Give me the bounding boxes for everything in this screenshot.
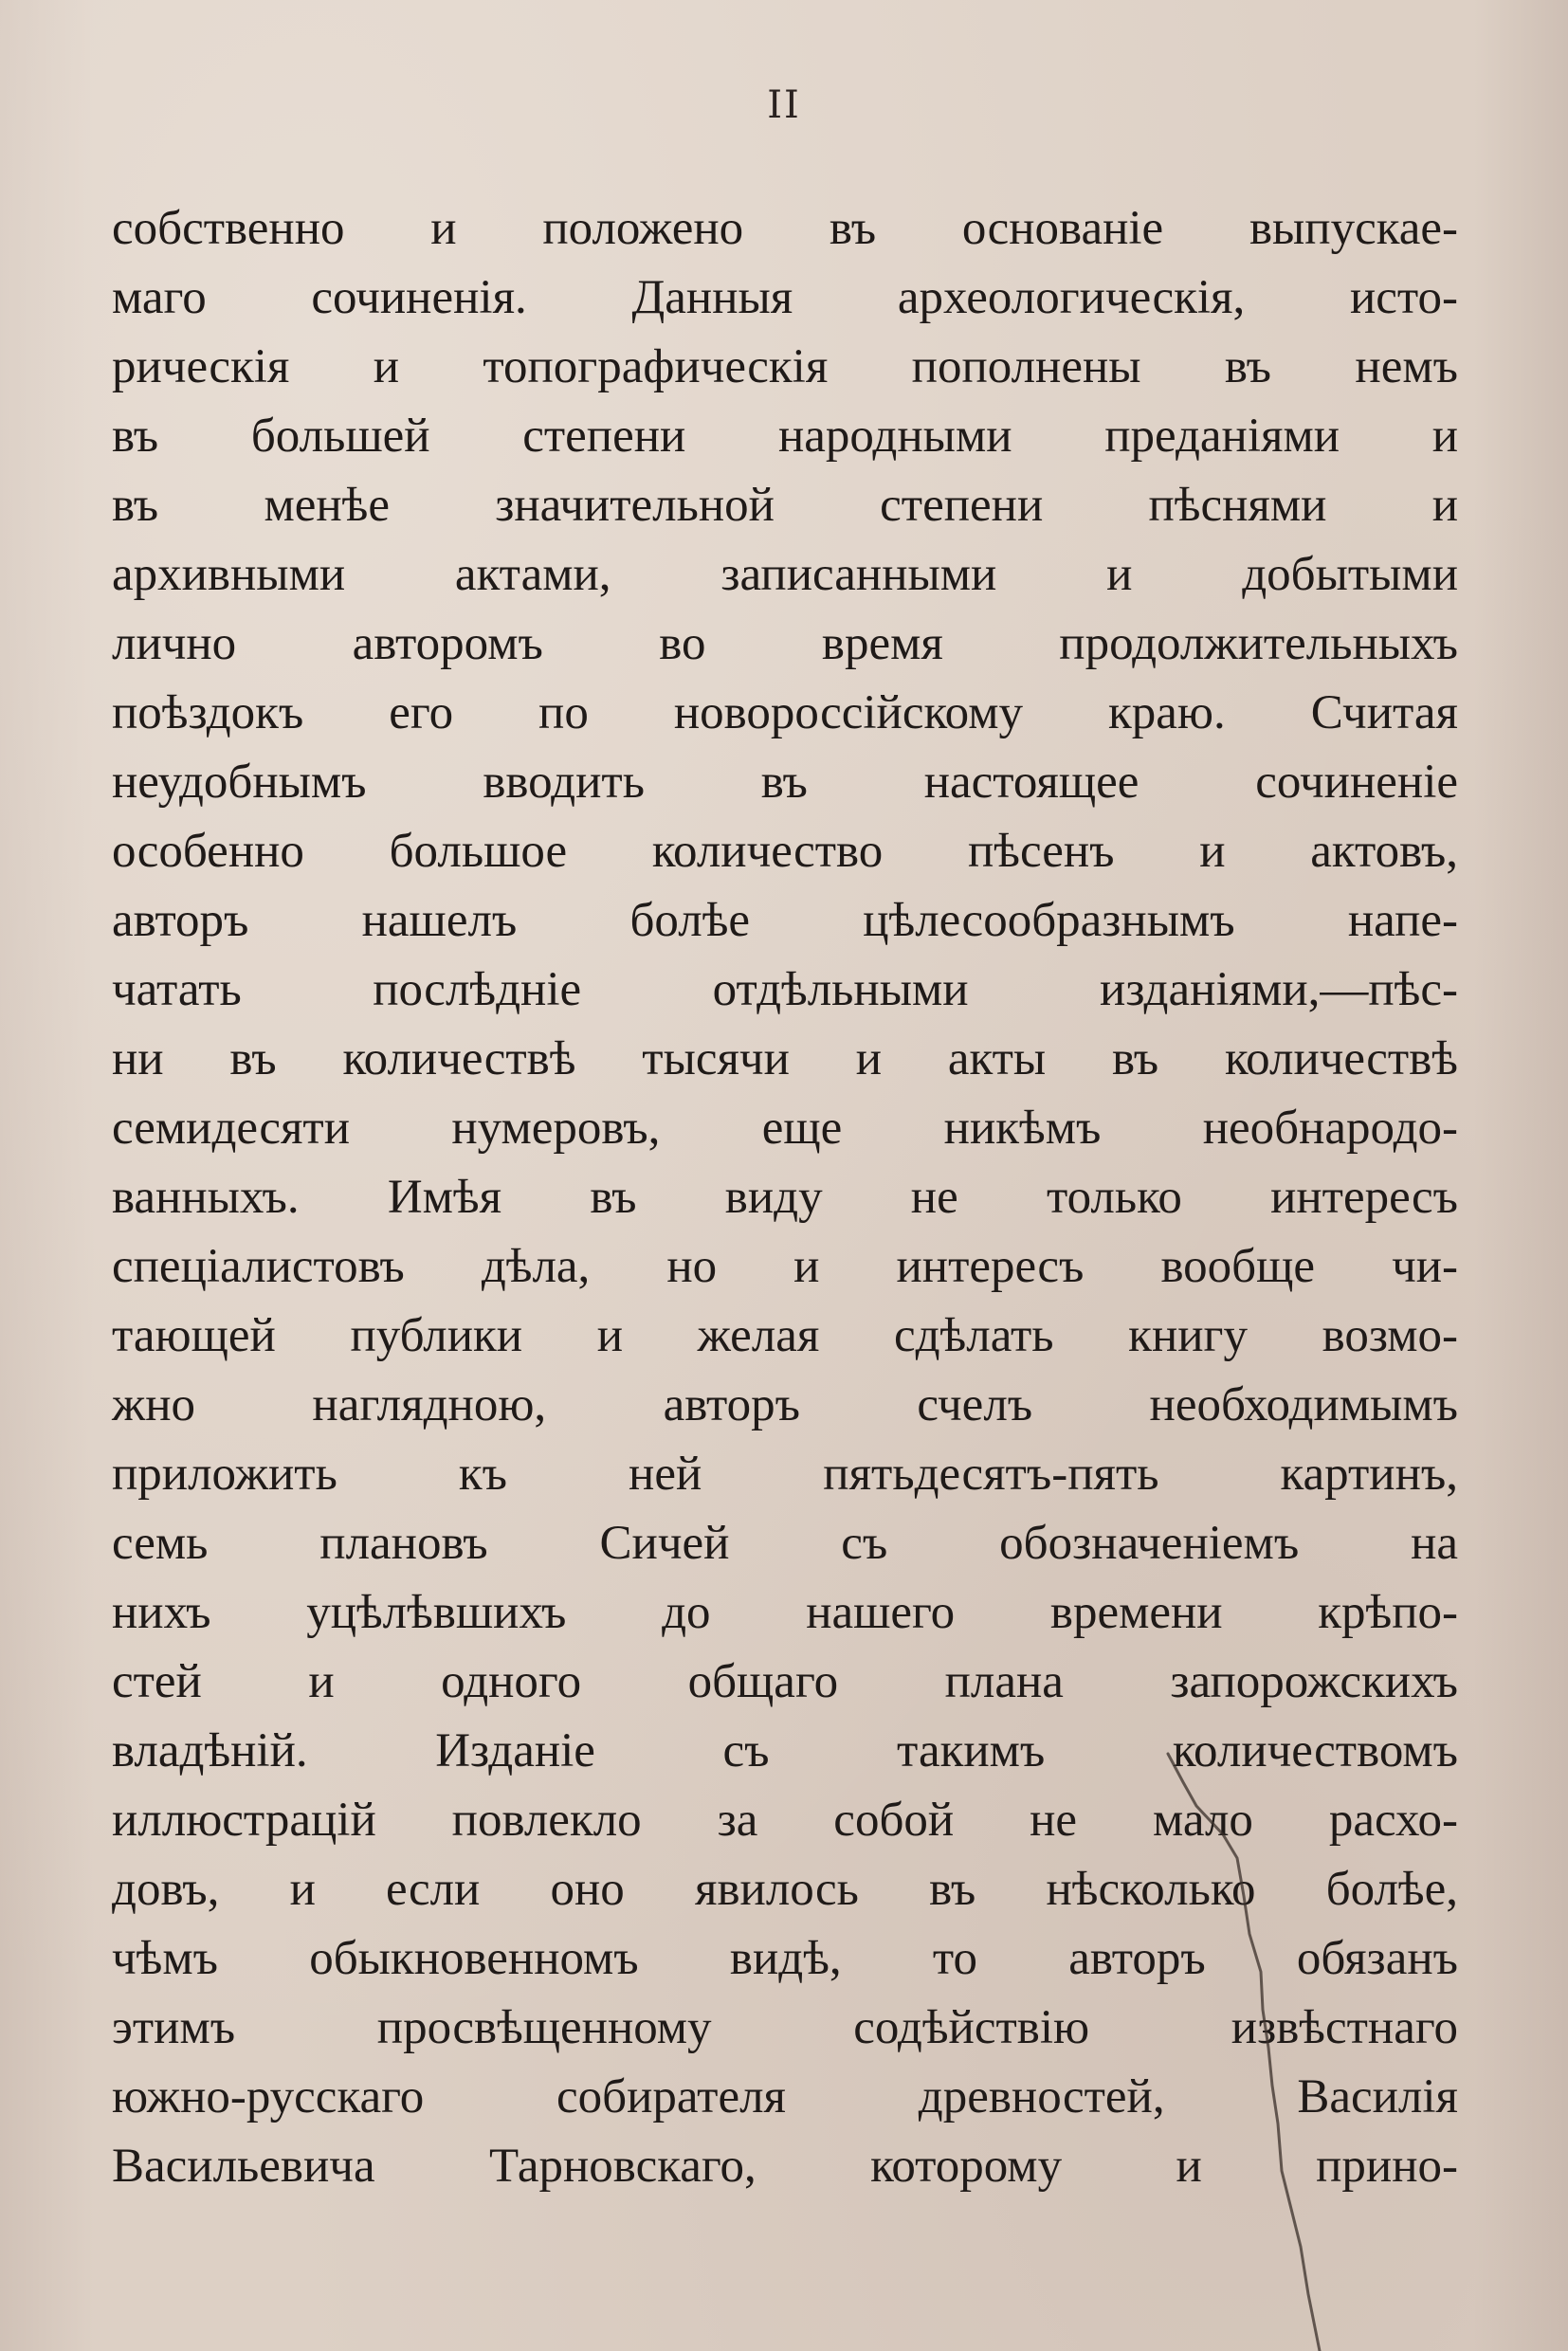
text-line: собственно и положено въ основаніе выпускае- — [112, 202, 1458, 255]
text-line: тающей публики и желая сдѣлать книгу возмо- — [112, 1309, 1458, 1362]
text-line: спеціалистовъ дѣла, но и интересъ вообще чи- — [112, 1240, 1458, 1293]
text-line: авторъ нашелъ болѣе цѣлесообразнымъ напе- — [112, 894, 1458, 947]
text-line: семь плановъ Сичей съ обозначеніемъ на — [112, 1517, 1458, 1570]
text-line: владѣній. Изданіе съ такимъ количествомъ — [112, 1724, 1458, 1777]
text-line: ванныхъ. Имѣя въ виду не только интересъ — [112, 1171, 1458, 1224]
text-line: въ большей степени народными преданіями и — [112, 410, 1458, 463]
text-line: довъ, и если оно явилось въ нѣсколько болѣе, — [112, 1863, 1458, 1916]
text-line: Васильевича Тарновскаго, которому и прино- — [112, 2140, 1458, 2193]
text-line: особенно большое количество пѣсенъ и актовъ, — [112, 825, 1458, 878]
text-line: неудобнымъ вводить въ настоящее сочиненіе — [112, 756, 1458, 809]
text-line: нихъ уцѣлѣвшихъ до нашего времени крѣпо- — [112, 1586, 1458, 1639]
text-line: поѣздокъ его по новороссійскому краю. Считая — [112, 686, 1458, 739]
text-line: чатать послѣдніе отдѣльными изданіями,—пѣс- — [112, 963, 1458, 1016]
text-line: иллюстрацій повлекло за собой не мало расхо- — [112, 1794, 1458, 1847]
text-line: маго сочиненія. Данныя археологическія, исто- — [112, 271, 1458, 324]
text-line: приложить къ ней пятьдесятъ-пять картинъ, — [112, 1448, 1458, 1501]
page-number: II — [767, 83, 801, 127]
text-line: южно-русскаго собирателя древностей, Василія — [112, 2070, 1458, 2123]
text-line: стей и одного общаго плана запорожскихъ — [112, 1655, 1458, 1708]
text-line: этимъ просвѣщенному содѣйствію извѣстнаго — [112, 2001, 1458, 2054]
text-line: жно наглядною, авторъ счелъ необходимымъ — [112, 1378, 1458, 1431]
text-line: лично авторомъ во время продолжительныхъ — [112, 617, 1458, 670]
text-line: семидесяти нумеровъ, еще никѣмъ необнародо- — [112, 1102, 1458, 1155]
text-line: ни въ количествѣ тысячи и акты въ количествѣ — [112, 1032, 1458, 1085]
text-line: рическія и топографическія пополнены въ немъ — [112, 340, 1458, 393]
text-line: въ менѣе значительной степени пѣснями и — [112, 479, 1458, 532]
text-line: чѣмъ обыкновенномъ видѣ, то авторъ обязанъ — [112, 1932, 1458, 1985]
text-line: архивными актами, записанными и добытыми — [112, 548, 1458, 601]
body-text — [112, 194, 1458, 2201]
